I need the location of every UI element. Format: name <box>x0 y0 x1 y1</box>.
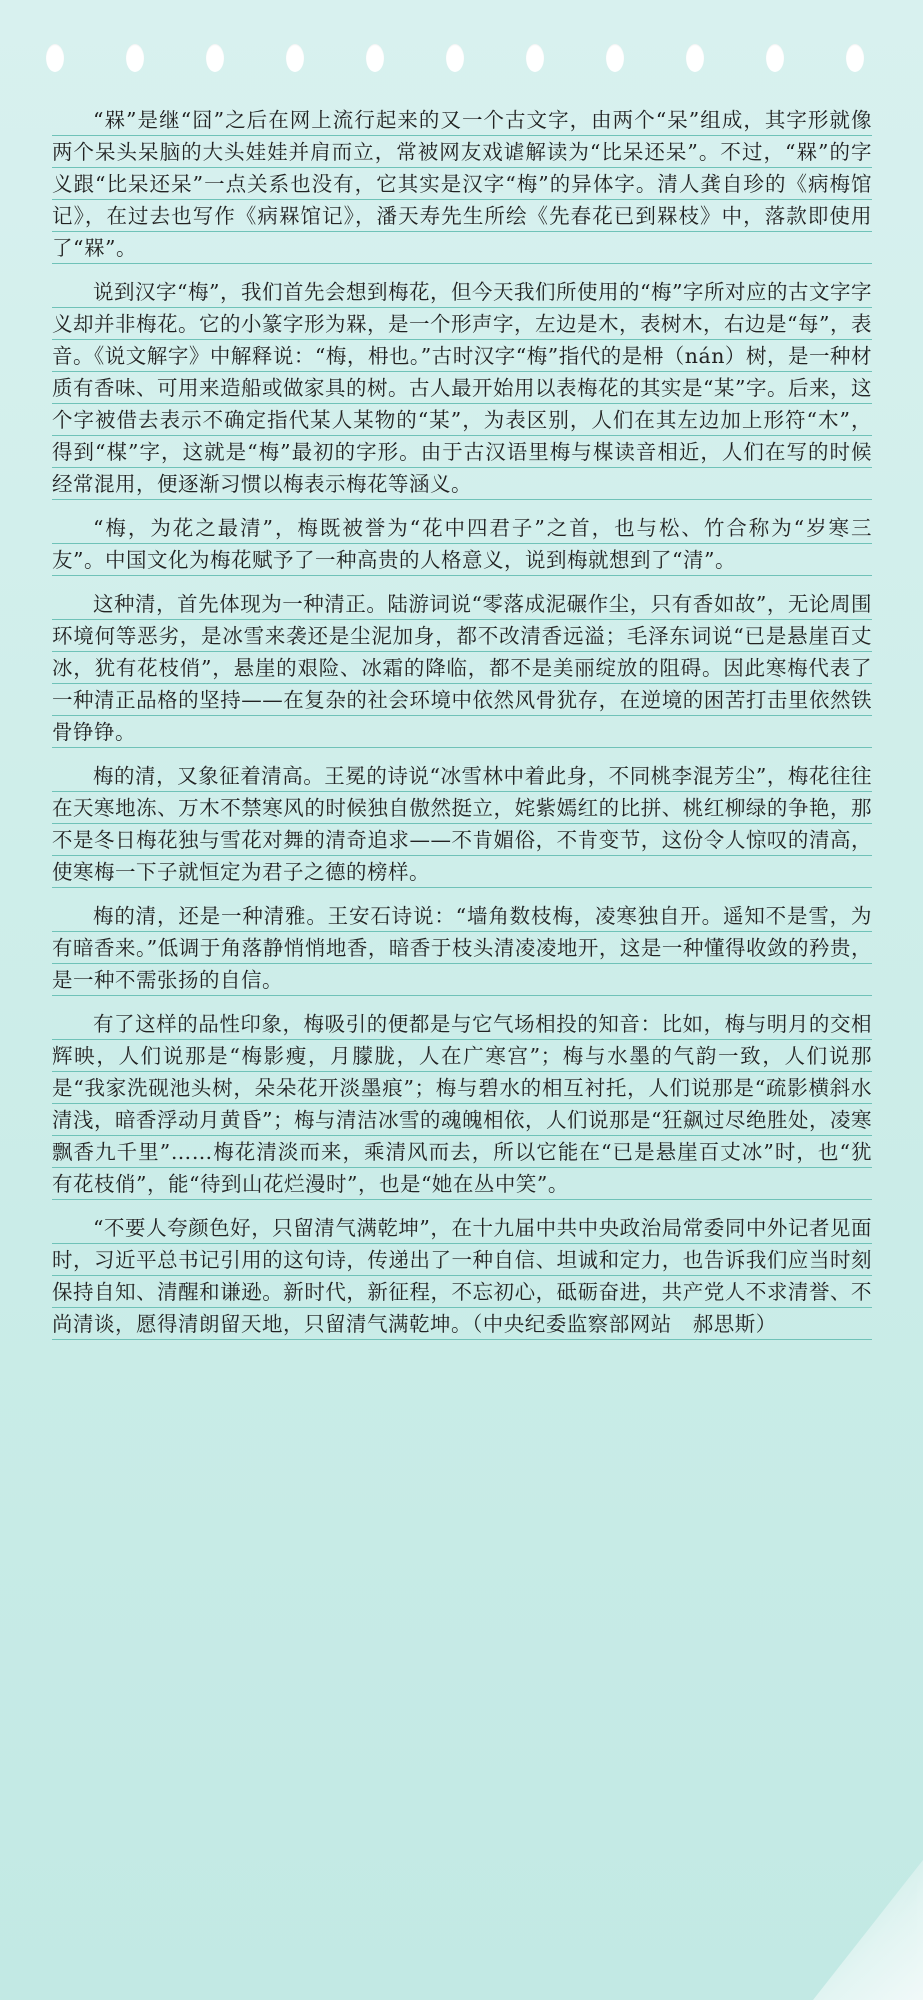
binder-hole <box>766 44 784 72</box>
binder-hole <box>446 44 464 72</box>
paragraph-1: “槑”是继“囧”之后在网上流行起来的又一个古文字，由两个“呆”组成，其字形就像两个呆头呆脑的大头娃娃并肩而立，常被网友戏谑解读为“比呆还呆”。不过，“槑”的字义跟“比呆还呆”一点关系也没有，它其实是汉字“梅”的异体字。清人龚自珍的《病梅馆记》，在过去也写作《病槑馆记》，潘天寿先生所绘《先春花已到槑枝》中，落款即使用了“槑”。 <box>52 104 872 264</box>
paragraph-2: 说到汉字“梅”，我们首先会想到梅花，但今天我们所使用的“梅”字所对应的古文字字义却并非梅花。它的小篆字形为槑，是一个形声字，左边是木，表树木，右边是“每”，表音。《说文解字》中解释说：“梅，枏也。”古时汉字“梅”指代的是枏（nán）树，是一种材质有香味、可用来造船或做家具的树。古人最开始用以表梅花的其实是“某”字。后来，这个字被借去表示不确定指代某人某物的“某”，为表区别，人们在其左边加上形符“木”，得到“楳”字，这就是“梅”最初的字形。由于古汉语里梅与楳读音相近，人们在写的时候经常混用，便逐渐习惯以梅表示梅花等涵义。 <box>52 276 872 500</box>
paragraph-3: “梅，为花之最清”，梅既被誉为“花中四君子”之首，也与松、竹合称为“岁寒三友”。中国文化为梅花赋予了一种高贵的人格意义，说到梅就想到了“清”。 <box>52 512 872 576</box>
binder-hole <box>126 44 144 72</box>
binder-hole <box>846 44 864 72</box>
article-body <box>52 104 872 1340</box>
binder-hole <box>366 44 384 72</box>
paragraph-8: “不要人夸颜色好，只留清气满乾坤”，在十九届中共中央政治局常委同中外记者见面时，习近平总书记引用的这句诗，传递出了一种自信、坦诚和定力，也告诉我们应当时刻保持自知、清醒和谦逊。新时代，新征程，不忘初心，砥砺奋进，共产党人不求清誉、不尚清谈，愿得清朗留天地，只留清气满乾坤。（中央纪委监察部网站 郝思斯） <box>52 1212 872 1340</box>
binder-hole <box>606 44 624 72</box>
paragraph-6: 梅的清，还是一种清雅。王安石诗说：“墙角数枝梅，凌寒独自开。遥知不是雪，为有暗香来。”低调于角落静悄悄地香，暗香于枝头清凌凌地开，这是一种懂得收敛的矜贵，是一种不需张扬的自信。 <box>52 900 872 996</box>
paragraph-5: 梅的清，又象征着清高。王冕的诗说“冰雪林中着此身，不同桃李混芳尘”，梅花往往在天寒地冻、万木不禁寒风的时候独自傲然挺立，姹紫嫣红的比拼、桃红柳绿的争艳，那不是冬日梅花独与雪花对舞的清奇追求——不肯媚俗，不肯变节，这份令人惊叹的清高，使寒梅一下子就恒定为君子之德的榜样。 <box>52 760 872 888</box>
binder-hole <box>526 44 544 72</box>
binder-hole <box>206 44 224 72</box>
page-curl <box>813 1860 923 2000</box>
binder-hole <box>46 44 64 72</box>
binder-hole <box>286 44 304 72</box>
binder-hole <box>686 44 704 72</box>
binder-holes <box>46 44 876 74</box>
paragraph-7: 有了这样的品性印象，梅吸引的便都是与它气场相投的知音：比如，梅与明月的交相辉映，人们说那是“梅影瘦，月朦胧，人在广寒宫”；梅与水墨的气韵一致，人们说那是“我家洗砚池头树，朵朵花开淡墨痕”；梅与碧水的相互衬托，人们说那是“疏影横斜水清浅，暗香浮动月黄昏”；梅与清洁冰雪的魂魄相依，人们说那是“狂飙过尽绝胜处，凌寒飘香九千里”……梅花清淡而来，乘清风而去，所以它能在“已是悬崖百丈冰”时，也“犹有花枝俏”，能“待到山花烂漫时”，也是“她在丛中笑”。 <box>52 1008 872 1200</box>
paragraph-4: 这种清，首先体现为一种清正。陆游词说“零落成泥碾作尘，只有香如故”，无论周围环境何等恶劣，是冰雪来袭还是尘泥加身，都不改清香远溢；毛泽东词说“已是悬崖百丈冰，犹有花枝俏”，悬崖的艰险、冰霜的降临，都不是美丽绽放的阻碍。因此寒梅代表了一种清正品格的坚持——在复杂的社会环境中依然风骨犹存，在逆境的困苦打击里依然铁骨铮铮。 <box>52 588 872 748</box>
